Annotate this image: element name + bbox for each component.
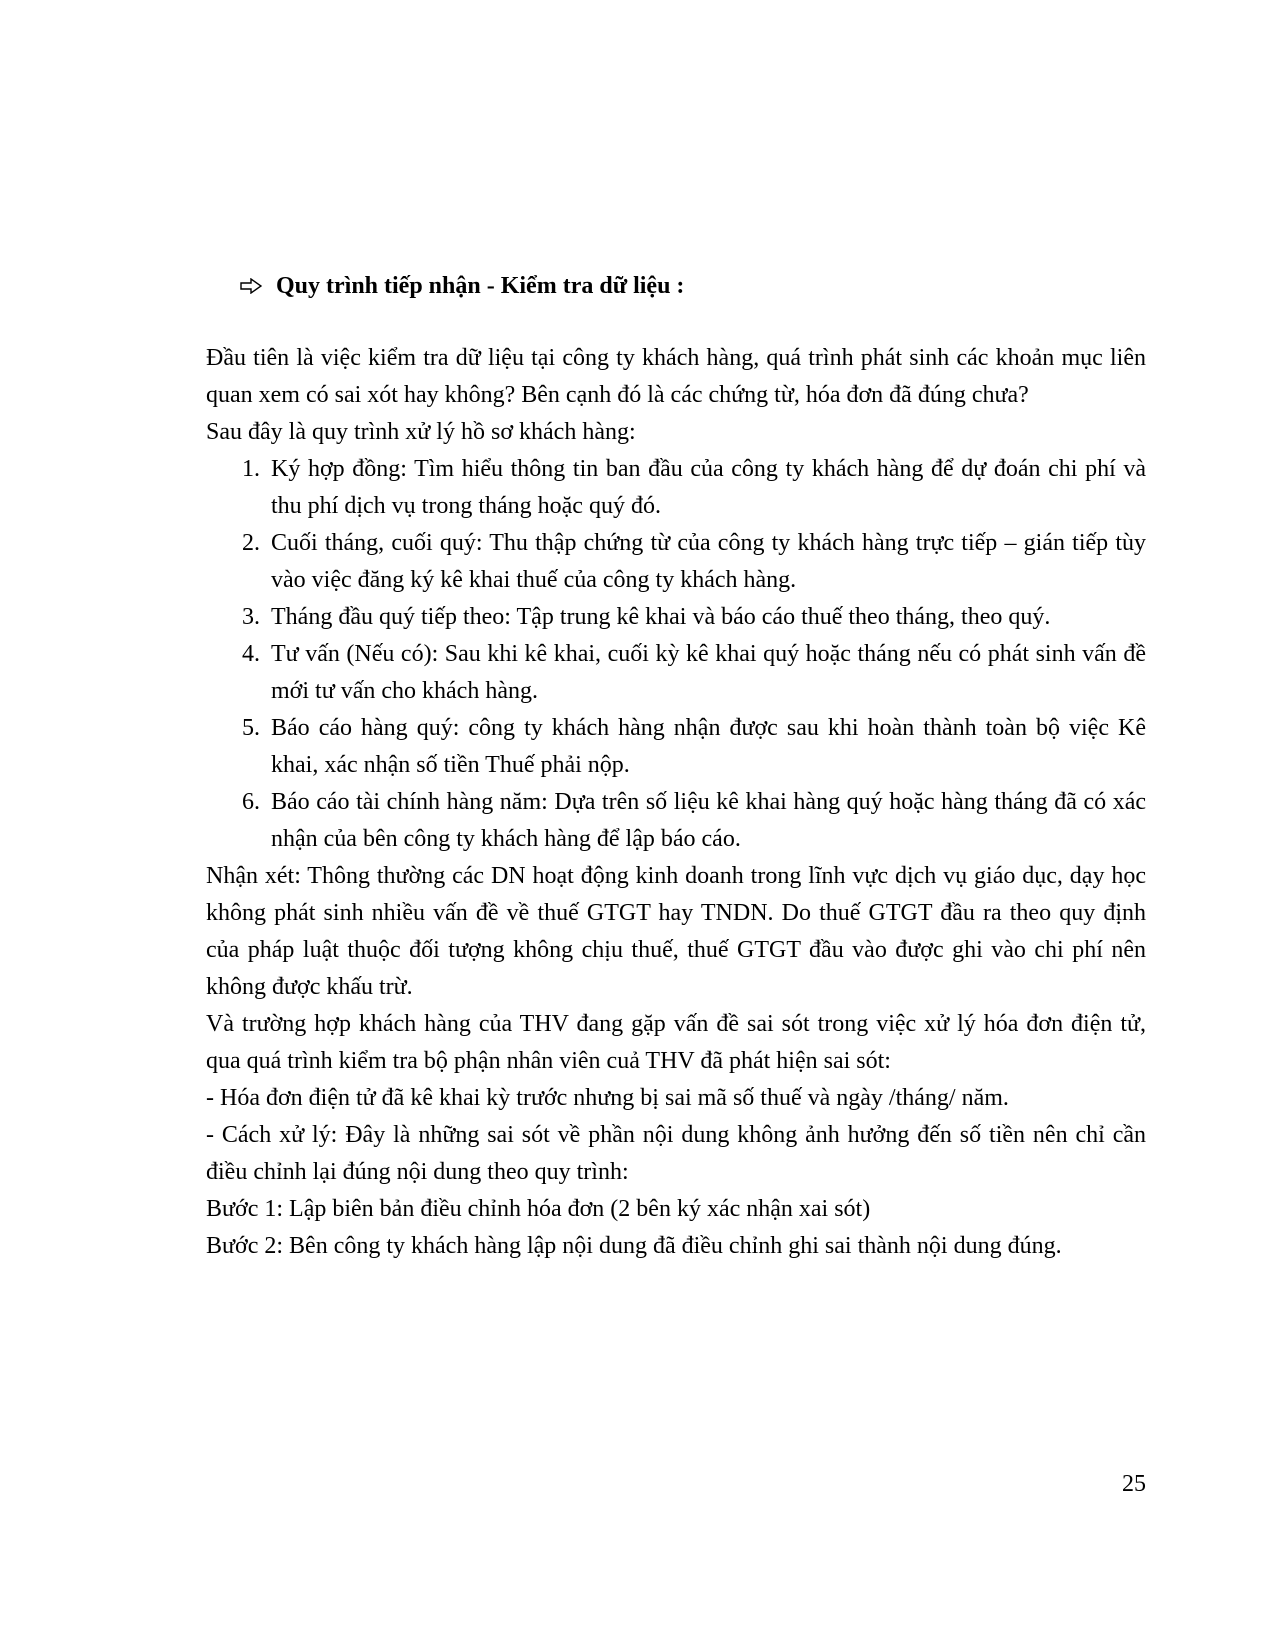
list-item-number: 2. <box>242 530 260 556</box>
list-item <box>206 451 1146 525</box>
list-item-text: Báo cáo tài chính hàng năm: Dựa trên số liệu kê khai hàng quý hoặc hàng tháng đã có xác nhận của bên công ty khách hàng để lập báo cáo. <box>271 789 1146 852</box>
body-content <box>206 340 1146 1265</box>
section-heading <box>240 272 684 300</box>
list-item <box>206 636 1146 710</box>
list-item-number: 4. <box>242 641 260 667</box>
step-1-line: Bước 1: Lập biên bản điều chỉnh hóa đơn (2 bên ký xác nhận xai sót) <box>206 1196 871 1222</box>
list-item-number: 6. <box>242 789 260 815</box>
list-item-text: Ký hợp đồng: Tìm hiểu thông tin ban đầu của công ty khách hàng để dự đoán chi phí và thu phí dịch vụ trong tháng hoặc quý đó. <box>271 456 1146 519</box>
list-item-text: Tư vấn (Nếu có): Sau khi kê khai, cuối kỳ kê khai quý hoặc tháng nếu có phát sinh vấn đề mới tư vấn cho khách hàng. <box>271 641 1146 704</box>
list-item-text: Cuối tháng, cuối quý: Thu thập chứng từ của công ty khách hàng trực tiếp – gián tiếp tùy vào việc đăng ký kê khai thuế của công ty khách hàng. <box>271 530 1146 593</box>
list-item <box>206 599 1146 636</box>
comment-paragraph: Nhận xét: Thông thường các DN hoạt động kinh doanh trong lĩnh vực dịch vụ giáo dục, dạy học không phát sinh nhiều vấn đề về thuế GTGT hay TNDN. Do thuế GTGT đầu ra theo quy định của pháp luật thuộc đối tượng không chịu thuế, thuế GTGT đầu vào được ghi vào chi phí nên không được khấu trừ. <box>206 863 1146 1000</box>
list-intro: Sau đây là quy trình xử lý hồ sơ khách hàng: <box>206 419 636 445</box>
page-number: 25 <box>1122 1471 1146 1497</box>
step-2-line: Bước 2: Bên công ty khách hàng lập nội dung đã điều chỉnh ghi sai thành nội dung đúng. <box>206 1233 1062 1259</box>
process-steps-list <box>206 451 1146 858</box>
list-item-text: Tháng đầu quý tiếp theo: Tập trung kê khai và báo cáo thuế theo tháng, theo quý. <box>271 604 1051 630</box>
section-heading-text: Quy trình tiếp nhận - Kiểm tra dữ liệu : <box>276 273 685 299</box>
error-description: - Hóa đơn điện tử đã kê khai kỳ trước nhưng bị sai mã số thuế và ngày /tháng/ năm. <box>206 1085 1009 1111</box>
list-item-text: Báo cáo hàng quý: công ty khách hàng nhận được sau khi hoàn thành toàn bộ việc Kê khai, xác nhận số tiền Thuế phải nộp. <box>271 715 1146 778</box>
list-item-number: 1. <box>242 456 260 482</box>
case-paragraph: Và trường hợp khách hàng của THV đang gặp vấn đề sai sót trong việc xử lý hóa đơn điện tử, qua quá trình kiểm tra bộ phận nhân viên cuả THV đã phát hiện sai sót: <box>206 1011 1146 1074</box>
list-item <box>206 710 1146 784</box>
intro-paragraph: Đầu tiên là việc kiểm tra dữ liệu tại công ty khách hàng, quá trình phát sinh các khoản mục liên quan xem có sai xót hay không? Bên cạnh đó là các chứng từ, hóa đơn đã đúng chưa? <box>206 345 1146 408</box>
list-item <box>206 784 1146 858</box>
list-item-number: 5. <box>242 715 260 741</box>
list-item-number: 3. <box>242 604 260 630</box>
handling-paragraph: - Cách xử lý: Đây là những sai sót về phần nội dung không ảnh hưởng đến số tiền nên chỉ cần điều chỉnh lại đúng nội dung theo quy trình: <box>206 1122 1146 1185</box>
list-item <box>206 525 1146 599</box>
arrow-right-outline-icon <box>240 278 262 294</box>
